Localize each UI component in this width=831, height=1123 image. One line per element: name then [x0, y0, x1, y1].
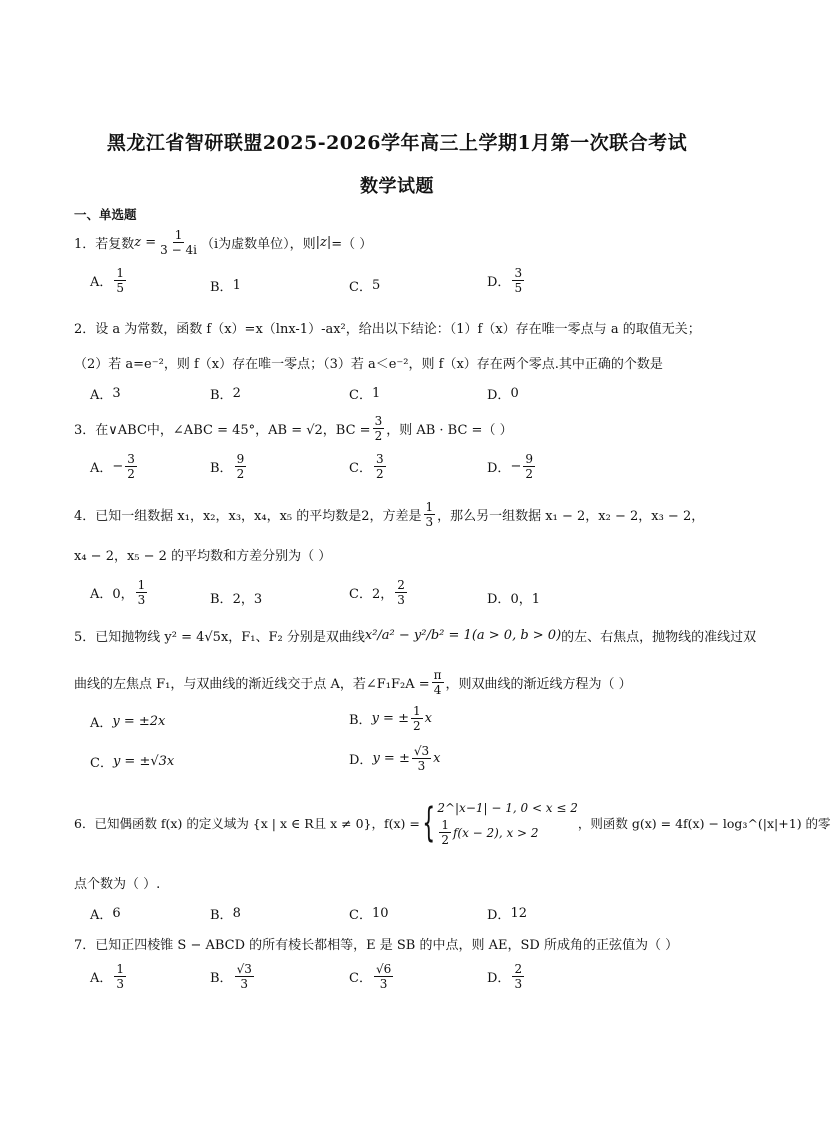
- option-fraction: [412, 744, 431, 773]
- option-label: A．: [90, 908, 113, 923]
- frac-num: 1: [441, 818, 449, 832]
- option-text: 2，: [371, 587, 394, 602]
- q6-case2-fraction: [439, 818, 451, 847]
- frac-num: π: [433, 668, 442, 682]
- option-fraction: [136, 578, 148, 607]
- q7-option-d[interactable]: [487, 962, 526, 991]
- option-label: A．: [90, 388, 113, 403]
- q1-option-c[interactable]: [349, 276, 380, 295]
- q3-options: [0, 452, 794, 492]
- brace-icon: {: [422, 799, 435, 846]
- frac-num: 2: [397, 578, 405, 592]
- option-label: A．: [90, 587, 113, 602]
- frac-num: 9: [236, 452, 245, 466]
- q3-option-c[interactable]: [349, 452, 388, 481]
- option-label: C．: [349, 908, 372, 923]
- frac-den: 2: [375, 467, 384, 481]
- option-text: 0，1: [510, 592, 540, 607]
- option-text: y = ±: [371, 711, 409, 726]
- q6-piecewise: [420, 798, 578, 847]
- frac-den: 3: [379, 977, 388, 991]
- frac-den: 2: [525, 467, 533, 481]
- option-label: C．: [349, 280, 372, 295]
- q3-option-b[interactable]: [210, 452, 248, 481]
- q5-option-b[interactable]: [349, 704, 432, 733]
- q5-options-row-1: [0, 704, 794, 744]
- q4-option-b[interactable]: [210, 588, 262, 607]
- question-6-line-2: 点个数为（ ）.: [74, 877, 161, 892]
- q1-options: [0, 266, 794, 306]
- frac-den: 3: [425, 515, 434, 529]
- option-label: A．: [90, 971, 113, 986]
- option-text: 3: [112, 386, 121, 401]
- option-text: 6: [112, 906, 121, 921]
- option-label: B．: [210, 388, 233, 403]
- frac-den: 2: [236, 467, 245, 481]
- option-label: C．: [349, 971, 372, 986]
- frac-num: 3: [127, 452, 135, 466]
- option-label: B．: [210, 461, 233, 476]
- option-text: y = ±√3x: [112, 754, 175, 769]
- q6-pre: 6．已知偶函数 f(x) 的定义域为 {x | x ∈ R且 x ≠ 0}，f(x) =: [74, 815, 420, 831]
- frac-den: 3: [116, 977, 125, 991]
- frac-num: 1: [116, 962, 125, 976]
- q2-option-b[interactable]: [210, 384, 241, 403]
- q6-option-c[interactable]: [349, 904, 389, 923]
- frac-den: 3: [137, 593, 146, 607]
- option-text: 0: [510, 386, 519, 401]
- frac-num: 2: [514, 962, 523, 976]
- option-sign: −: [510, 459, 522, 474]
- q7-option-a[interactable]: [90, 962, 128, 991]
- option-label: B．: [210, 592, 233, 607]
- q3-option-a[interactable]: [90, 452, 139, 481]
- frac-den: 3: [240, 977, 249, 991]
- option-after: x: [433, 751, 441, 766]
- question-7: 7．已知正四棱锥 S − ABCD 的所有棱长都相等，E 是 SB 的中点，则 AE，SD 所成角的正弦值为（ ）: [74, 938, 679, 953]
- option-fraction: [512, 266, 524, 295]
- option-label: C．: [349, 461, 372, 476]
- frac-num: 1: [116, 266, 125, 280]
- option-label: D．: [487, 592, 511, 607]
- option-label: B．: [210, 971, 233, 986]
- option-fraction: [374, 962, 393, 991]
- frac-den: 5: [116, 281, 125, 295]
- frac-den: 2: [412, 719, 421, 733]
- q1-frac-num: 1: [174, 228, 183, 242]
- frac-den: 2: [441, 833, 449, 847]
- q1-fraction: [158, 228, 199, 257]
- frac-den: 4: [433, 683, 442, 697]
- question-5-line-1: [74, 626, 756, 645]
- q2-option-d[interactable]: [487, 384, 519, 403]
- frac-num: 1: [137, 578, 146, 592]
- q6-case-1: 2^|x−1| − 1, 0 < x ≤ 2: [437, 801, 578, 815]
- option-text: 10: [371, 906, 389, 921]
- q1-tail: =（ ）: [331, 237, 373, 252]
- frac-den: 2: [374, 429, 383, 443]
- option-label: A．: [90, 461, 113, 476]
- question-4-line-1: [74, 500, 704, 529]
- frac-den: 3: [417, 759, 426, 773]
- question-5-line-2: [74, 668, 632, 697]
- frac-num: 1: [425, 500, 434, 514]
- option-text: y = ±2x: [112, 714, 166, 729]
- q7-option-b[interactable]: [210, 962, 256, 991]
- frac-den: 3: [514, 977, 523, 991]
- option-text: 8: [232, 906, 241, 921]
- option-label: C．: [349, 587, 372, 602]
- option-fraction: [512, 962, 524, 991]
- exam-subtitle: 数学试题: [360, 176, 434, 197]
- q3-post: ，则 AB · BC =（ ）: [386, 423, 513, 438]
- q5-option-c[interactable]: [90, 752, 174, 771]
- q4-option-a[interactable]: [90, 578, 149, 607]
- frac-num: 9: [525, 452, 533, 466]
- question-3: [74, 414, 513, 443]
- q1-frac-den: 3 − 4i: [160, 243, 197, 257]
- option-fraction: [125, 452, 137, 481]
- option-label: D．: [487, 388, 511, 403]
- q4-pre: 4．已知一组数据 x₁，x₂，x₃，x₄，x₅ 的平均数是2，方差是: [74, 509, 422, 524]
- q6-case-2: [437, 818, 578, 847]
- option-label: A．: [90, 275, 113, 290]
- q1-post: （i为虚数单位），则: [200, 237, 316, 252]
- frac-den: 5: [514, 281, 523, 295]
- frac-num: 3: [375, 452, 384, 466]
- q5-line2-pre: 曲线的左焦点 F₁，与双曲线的渐近线交于点 A，若∠F₁F₂A =: [74, 677, 430, 692]
- frac-num: 3: [374, 414, 383, 428]
- frac-den: 2: [127, 467, 135, 481]
- frac-num: 3: [514, 266, 523, 280]
- option-text: 1: [232, 278, 241, 293]
- q5-hyperbola-equation: x²/a² − y²/b² = 1(a > 0, b > 0): [364, 628, 562, 643]
- option-fraction: [523, 452, 535, 481]
- option-label: D．: [487, 908, 511, 923]
- q5-line2-post: ，则双曲线的渐近线方程为（ ）: [445, 677, 632, 692]
- exam-title: 黑龙江省智研联盟2025-2026学年高三上学期1月第一次联合考试: [106, 132, 688, 154]
- option-label: C．: [349, 388, 372, 403]
- option-text: 12: [510, 906, 527, 921]
- option-sign: −: [112, 459, 124, 474]
- frac-num: √3: [236, 962, 252, 976]
- q4-options: [0, 578, 794, 618]
- frac-den: 3: [397, 593, 405, 607]
- q3-option-d[interactable]: [487, 452, 537, 481]
- option-label: D．: [349, 753, 373, 768]
- q2-option-a[interactable]: [90, 384, 121, 403]
- option-fraction: [374, 452, 386, 481]
- option-fraction: [235, 962, 254, 991]
- question-6-line-1: [74, 798, 831, 847]
- q4-post: ，那么另一组数据 x₁ − 2，x₂ − 2，x₃ − 2，: [437, 509, 705, 524]
- q4-fraction: [424, 500, 436, 529]
- q7-option-c[interactable]: [349, 962, 395, 991]
- option-fraction: [114, 962, 126, 991]
- q4-option-d[interactable]: [487, 588, 540, 607]
- option-label: A．: [90, 716, 113, 731]
- option-fraction: [411, 704, 423, 733]
- q1-abs: |z|: [315, 235, 332, 250]
- q6-option-a[interactable]: [90, 904, 121, 923]
- q2-option-c[interactable]: [349, 384, 380, 403]
- question-4-line-2: x₄ − 2，x₅ − 2 的平均数和方差分别为（ ）: [74, 549, 332, 564]
- q3-fraction: [373, 414, 385, 443]
- q5-fraction: [432, 668, 444, 697]
- q1-option-d[interactable]: [487, 266, 526, 295]
- q5-option-d[interactable]: [349, 744, 440, 773]
- frac-num: 1: [412, 704, 421, 718]
- q6-post: ，则函数 g(x) = 4f(x) − log₃^(|x|+1) 的零: [577, 815, 831, 831]
- q6-cases: [437, 798, 578, 847]
- option-label: D．: [487, 461, 511, 476]
- option-text: 2: [232, 386, 241, 401]
- option-fraction: [395, 578, 407, 607]
- q4-option-c[interactable]: [349, 578, 409, 607]
- option-label: C．: [90, 756, 113, 771]
- option-text: 0，: [112, 587, 134, 602]
- q1-lhs: z =: [134, 235, 157, 250]
- option-text: 2，3: [232, 592, 263, 607]
- question-2-line-1: 2．设 a 为常数，函数 f（x）=x（lnx-1）-ax²，给出以下结论：（1）f（x）存在唯一零点与 a 的取值无关；: [74, 322, 701, 337]
- q3-pre: 3．在∨ABC中，∠ABC = 45°，AB = √2，BC =: [74, 423, 371, 438]
- q1-option-a[interactable]: [90, 266, 128, 295]
- q7-options: [0, 962, 794, 1002]
- option-after: x: [424, 711, 432, 726]
- option-fraction: [114, 266, 126, 295]
- q5-pre: 5．已知抛物线 y² = 4√5x，F₁、F₂ 分别是双曲线: [74, 630, 365, 645]
- q1-pre: 1．若复数: [74, 237, 135, 252]
- option-text: y = ±: [372, 751, 410, 766]
- option-label: B．: [349, 713, 372, 728]
- section-heading: 一、单选题: [74, 207, 137, 222]
- question-1: [74, 228, 372, 257]
- frac-num: √3: [413, 744, 430, 758]
- frac-num: √6: [375, 962, 392, 976]
- option-fraction: [235, 452, 247, 481]
- q6-option-d[interactable]: [487, 904, 527, 923]
- option-label: D．: [487, 971, 511, 986]
- q5-option-a[interactable]: [90, 712, 165, 731]
- question-2-line-2: （2）若 a=e⁻²，则 f（x）存在唯一零点；（3）若 a＜e⁻²，则 f（x）存在两个零点.其中正确的个数是: [74, 357, 663, 372]
- q5-post: 的左、右焦点，抛物线的准线过双: [561, 630, 757, 645]
- q6-option-b[interactable]: [210, 904, 241, 923]
- q6-case2-text: f(x − 2), x > 2: [452, 825, 539, 840]
- q1-option-b[interactable]: [210, 276, 241, 295]
- option-text: 1: [371, 386, 381, 401]
- q5-options-row-2: [0, 744, 794, 784]
- option-label: B．: [210, 908, 233, 923]
- option-text: 5: [371, 278, 381, 293]
- option-label: B．: [210, 280, 233, 295]
- option-label: D．: [487, 275, 511, 290]
